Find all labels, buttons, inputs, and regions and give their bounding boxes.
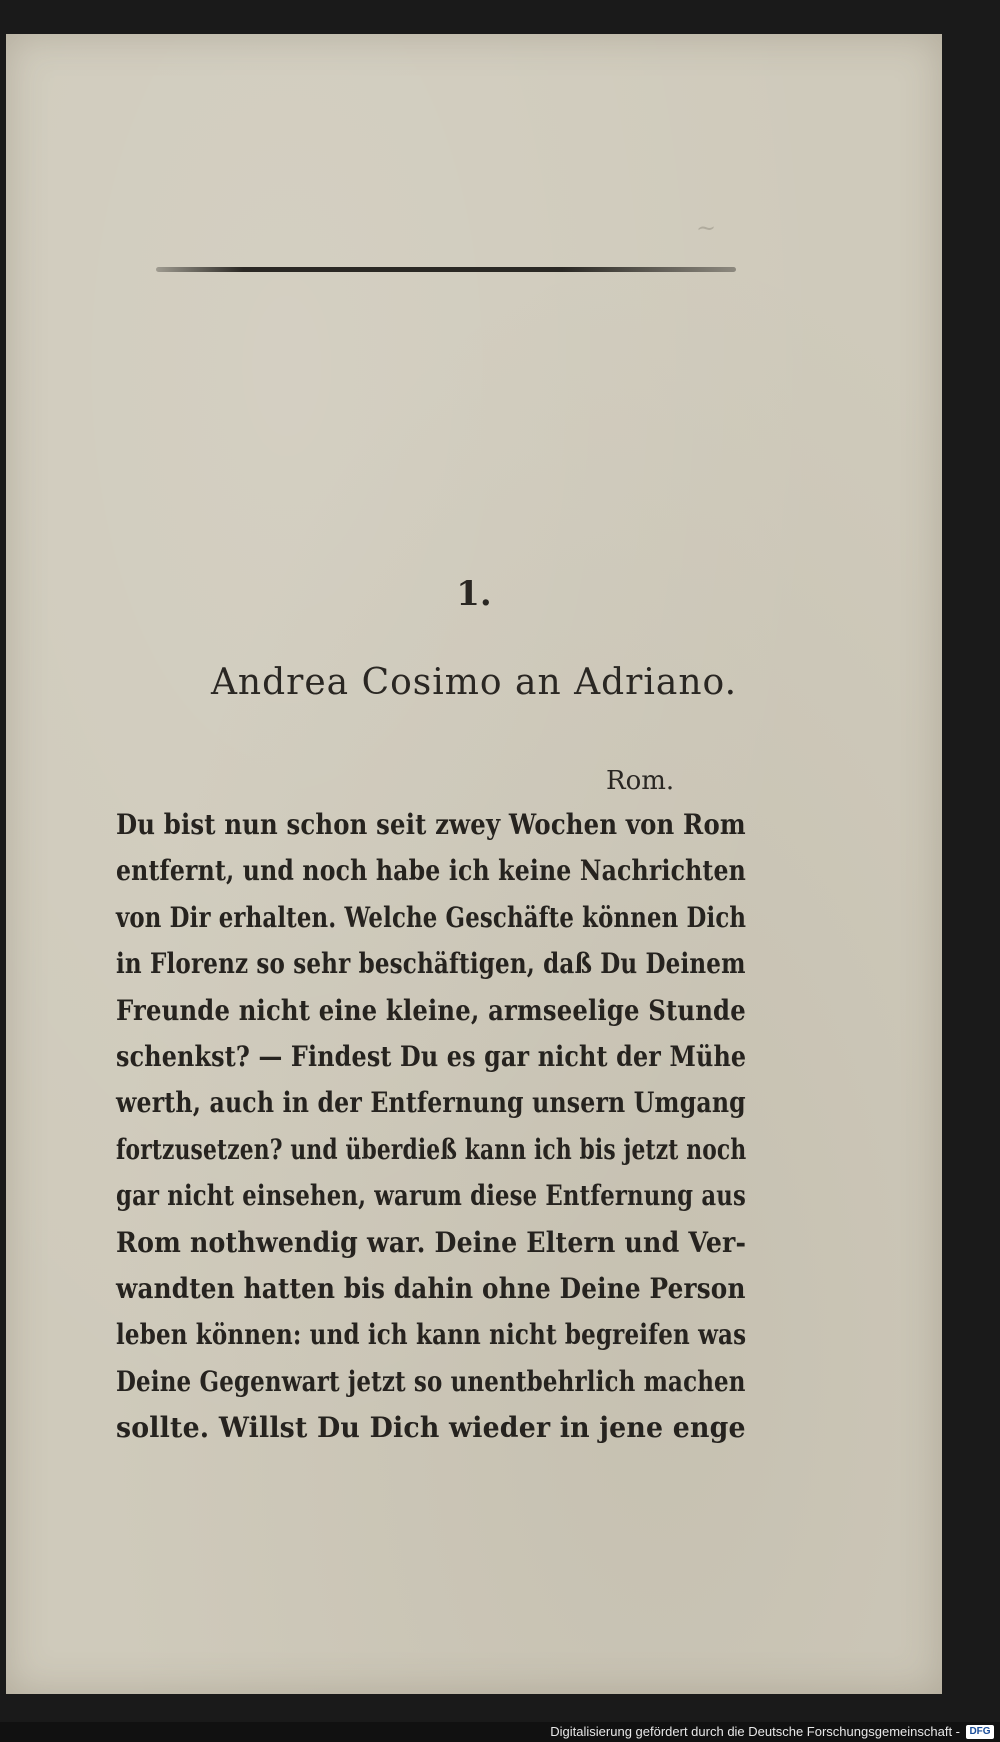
footer-bar [0,1722,1000,1742]
text-line: fortzusetzen? und überdieß kann ich bis jetzt noch [116,1132,747,1166]
text-line: entfernt, und noch habe ich keine Nachrichten [116,854,746,888]
text-line: Freunde nicht eine kleine, armseelige Stunde [116,993,746,1027]
dfg-logo: DFG [966,1725,994,1739]
text-line: sollte. Willst Du Dich wieder in jene enge [116,1411,746,1445]
letter-place: Rom. [606,766,675,796]
book-page [6,34,942,1694]
text-line: Deine Gegenwart jetzt so unentbehrlich machen [116,1364,746,1398]
letter-body [116,802,746,1451]
header-rule [156,267,736,272]
text-line: in Florenz so sehr beschäftigen, daß Du Deinem [116,947,746,981]
text-line: leben können: und ich kann nicht begreifen was [116,1318,747,1352]
text-line: schenkst? — Findest Du es gar nicht der Mühe [116,1039,747,1073]
bleed-through-mark: ~ [696,214,717,242]
text-line: von Dir erhalten. Welche Geschäfte können Dich [116,900,747,934]
text-line: Du bist nun schon seit zwey Wochen von Rom [116,808,746,841]
funding-credit: Digitalisierung gefördert durch die Deutsche Forschungsgemeinschaft - [550,1724,960,1739]
text-line: wandten hatten bis dahin ohne Deine Person [116,1271,746,1305]
text-line: gar nicht einsehen, warum diese Entfernung aus [116,1179,746,1213]
text-line: werth, auch in der Entfernung unsern Umgang [116,1086,746,1120]
letter-heading: Andrea Cosimo an Adriano. [210,662,738,703]
text-line: Rom nothwendig war. Deine Eltern und Ver- [116,1225,747,1259]
chapter-number: 1. [456,574,492,614]
